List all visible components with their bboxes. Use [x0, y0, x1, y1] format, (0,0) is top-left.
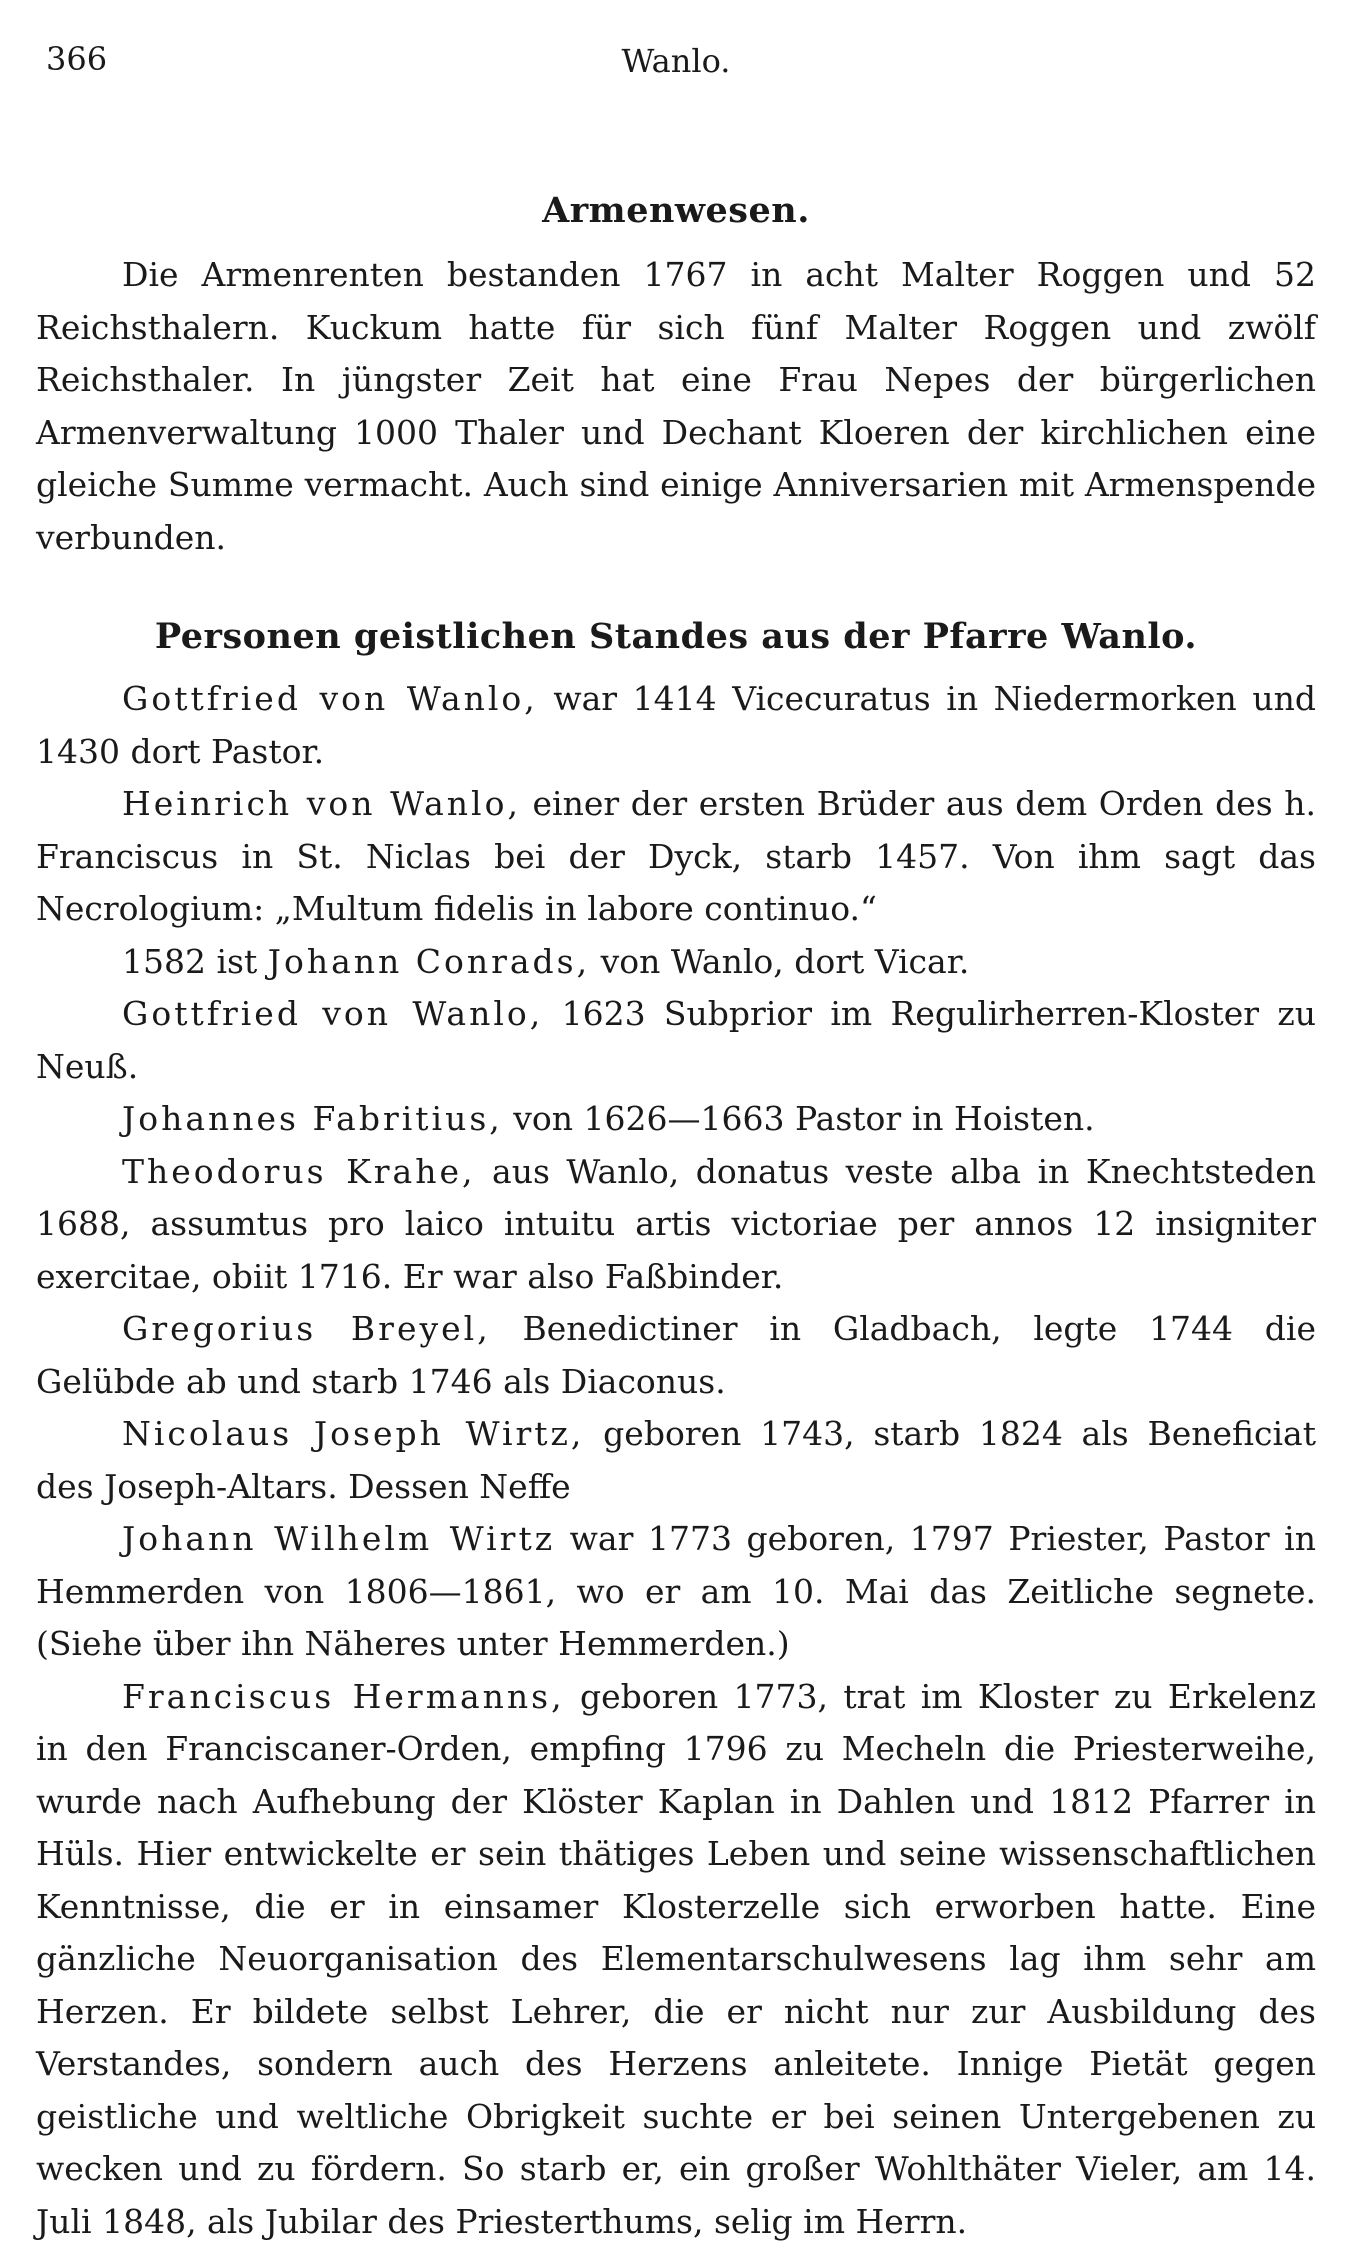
- entry-paragraph: [36, 1671, 1316, 2249]
- entry-paragraph: [36, 673, 1316, 778]
- entry-text: einer der ersten Brüder aus dem Orden des h. Franciscus in St. Niclas bei der Dyck, starb 1457. Von ihm sagt das Necrologium: „Multum fidelis in labore continuo.“: [36, 784, 1316, 928]
- entry-paragraph: [36, 1303, 1316, 1408]
- entry-text: aus Wanlo, donatus veste alba in Knechtsteden 1688, assumtus pro laico intuitu artis victoriae per annos 12 insigniter exercitae, obiit 1716. Er war also Faßbinder.: [36, 1151, 1317, 1296]
- person-name: Johann Conrads,: [267, 941, 591, 981]
- entry-text: von 1626—1663 Pastor in Hoisten.: [502, 1099, 1095, 1138]
- section-title-armenwesen: Armenwesen.: [542, 190, 810, 231]
- entry-paragraph: [36, 778, 1316, 936]
- section-title-personen: Personen geistlichen Standes aus der Pfarre Wanlo.: [154, 616, 1198, 657]
- person-name: Franciscus Hermanns,: [122, 1676, 565, 1716]
- entry-paragraph: [36, 1146, 1316, 1304]
- person-name: Gottfried von Wanlo,: [122, 994, 544, 1033]
- entry-text: geboren 1773, trat im Kloster zu Erkelenz in den Franciscaner-Orden, empfing 1796 zu Mecheln die Priesterweihe, wurde nach Aufhebung der Klöster Kaplan in Dahlen und 1812 Pfarrer in Hüls. Hier entwickelte er sein thätiges Leben und seine wissenschaftlichen Kenntnisse, die er in einsamer Klosterzelle sich erworben hatte. Eine gänzliche Neuorganisation des Elementarschulwesens lag ihm sehr am Herzen. Er bildete selbst Lehrer, die er nicht nur zur Ausbildung des Verstandes, sondern auch des Herzens anleitete. Innige Pietät gegen geistliche und weltliche Obrigkeit suchte er bei seinen Untergebenen zu wecken und zu fördern. So starb er, ein großer Wohlthäter Vieler, am 14. Juli 1848, als Jubilar des Priesterthums, selig im Herrn.: [36, 1676, 1316, 2241]
- person-name: Heinrich von Wanlo,: [122, 784, 521, 823]
- entry-paragraph: [36, 1093, 1316, 1146]
- entry-text: geboren 1743, starb 1824 als Beneficiat des Joseph-Altars. Dessen Neffe: [36, 1414, 1316, 1506]
- entry-text: 1623 Subprior im Regulirherren-Kloster zu Neuß.: [36, 994, 1316, 1086]
- entry-text: von Wanlo, dort Vicar.: [590, 941, 970, 981]
- page-number: 366: [46, 40, 108, 78]
- entry-prefix: 1582 ist: [122, 941, 268, 981]
- running-head: [36, 30, 1316, 90]
- entry-paragraph: [36, 936, 1316, 989]
- running-title: Wanlo.: [621, 42, 731, 80]
- entry-text: Benedictiner in Gladbach, legte 1744 die Gelübde ab und starb 1746 als Diaconus.: [36, 1309, 1316, 1401]
- person-name: Theodorus Krahe,: [122, 1151, 476, 1191]
- person-name: Johann Wilhelm Wirtz: [122, 1519, 556, 1558]
- entry-paragraph: [36, 988, 1316, 1093]
- person-name: Gottfried von Wanlo,: [122, 679, 538, 718]
- person-name: Johannes Fabritius,: [122, 1099, 503, 1138]
- entry-paragraph: [36, 1513, 1316, 1671]
- armenwesen-paragraph: Die Armenrenten bestanden 1767 in acht Malter Roggen und 52 Reichsthalern. Kuckum hatte für sich fünf Malter Roggen und zwölf Reichsthaler. In jüngster Zeit hat eine Frau Nepes der bürgerlichen Armenverwaltung 1000 Thaler und Dechant Kloeren der kirchlichen eine gleiche Summe vermacht. Auch sind einige Anniversarien mit Armenspende verbunden.: [36, 255, 1316, 557]
- person-name: Gregorius Breyel,: [122, 1309, 491, 1348]
- entry-paragraph: [36, 1408, 1316, 1513]
- entry-text: war 1414 Vicecuratus in Niedermorken und 1430 dort Pastor.: [36, 679, 1316, 771]
- entry-text: war 1773 geboren, 1797 Priester, Pastor in Hemmerden von 1806—1861, wo er am 10. Mai das Zeitliche segnete. (Siehe über ihn Näheres unter Hemmerden.): [36, 1519, 1316, 1663]
- person-name: Nicolaus Joseph Wirtz,: [122, 1414, 585, 1453]
